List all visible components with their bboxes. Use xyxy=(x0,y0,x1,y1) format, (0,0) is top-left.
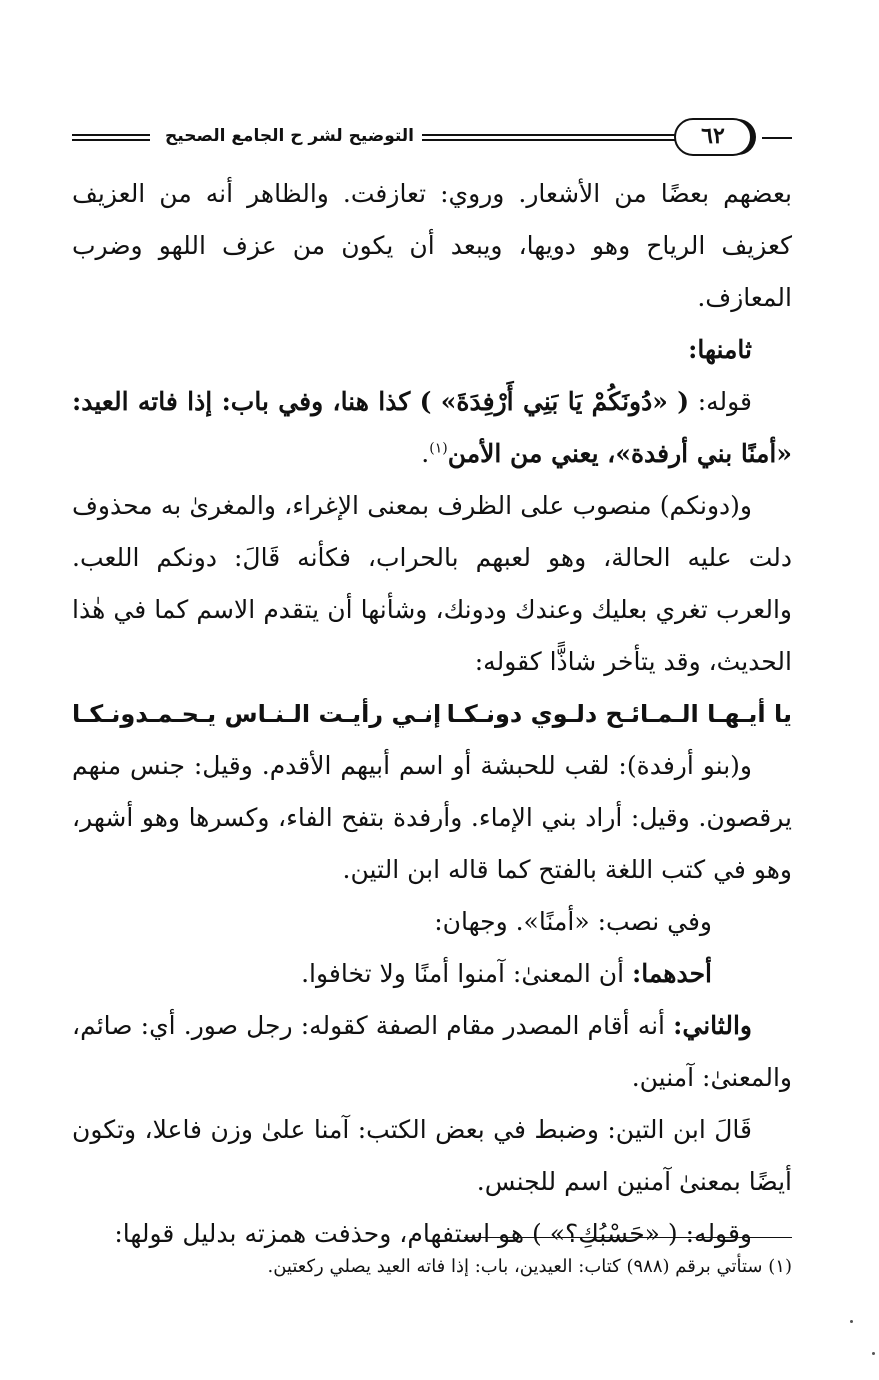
paragraph: و(دونكم) منصوب على الظرف بمعنى الإغراء، والمغرىٰ به محذوف دلت عليه الحالة، وهو لعبهم بالحراب، فكأنه قَالَ: دونكم اللعب. والعرب تغري بعليك وعندك ودونك، وشأنها أن يتقدم الاسم كما في هٰذا الحديث، وقد يتأخر شاذًّا كقوله: xyxy=(72,491,792,676)
footnote-number: (١) xyxy=(768,1256,792,1277)
scan-speck xyxy=(850,1320,853,1323)
section-heading: ثامنها: xyxy=(688,335,752,364)
paragraph: وقوله: ( «حَسْبُكِ؟» ) هو استفهام، وحذفت همزته بدليل قولها: xyxy=(114,1219,752,1248)
header-rule-middle xyxy=(390,134,680,141)
paragraph-label: أحدهما: xyxy=(631,959,712,988)
paragraph xyxy=(72,376,792,480)
paragraph-text: أنه أقام المصدر مقام الصفة كقوله: رجل صور. أي: صائم، والمعنىٰ: آمنين. xyxy=(72,1011,792,1092)
paragraph-end: . xyxy=(421,439,430,468)
page-header xyxy=(72,118,792,158)
quoted-hadith: ( «دُونَكُمْ يَا بَنِي أَرْفِدَةَ» ) كذا هنا، وفي باب: إذا فاته العيد: «أمنًا بني أرفدة»، يعني من الأمن xyxy=(72,387,792,468)
paragraph: بعضهم بعضًا من الأشعار. وروي: تعازفت. والظاهر أنه من العزيف كعزيف الرياح وهو دويها، ويبعد أن يكون من عزف اللهو وضرب المعازف. xyxy=(72,179,792,312)
footnote-ref: (١) xyxy=(429,440,448,457)
verse-second-hemistich: إنـي رأيـت الـنـاس يـحـمـدونـكـا xyxy=(72,700,442,728)
footnote-text: ستأتي برقم (٩٨٨) كتاب: العيدين، باب: إذا فاته العيد يصلي ركعتين. xyxy=(267,1256,763,1277)
paragraph: و(بنو أرفدة): لقب للحبشة أو اسم أبيهم الأقدم. وقيل: جنس منهم يرقصون. وقيل: أراد بني الإماء. وأرفدة بتفح الفاء، وكسرها وهو أشهر، وهو في كتب اللغة بالفتح كما قاله ابن التين. xyxy=(72,751,792,884)
footnote xyxy=(87,1252,792,1282)
paragraph xyxy=(72,948,792,1000)
page-number-badge: ٦٢ xyxy=(674,118,752,156)
main-text xyxy=(72,168,792,1260)
paragraph xyxy=(72,1000,792,1104)
poetry-verse xyxy=(72,688,792,740)
header-rule-right xyxy=(762,137,792,139)
paragraph: وفي نصب: «أمنًا». وجهان: xyxy=(434,907,712,936)
verse-first-hemistich: يا أيـهـا الـمـائـح دلـوي دونـكـا xyxy=(446,700,792,728)
paragraph-label: قوله: xyxy=(697,387,752,416)
footnote-rule xyxy=(464,1237,792,1238)
running-title: التوضيح لشر ح الجامع الصحيح xyxy=(157,126,422,146)
paragraph-text: أن المعنىٰ: آمنوا أمنًا ولا تخافوا. xyxy=(301,959,625,988)
header-rule-left xyxy=(72,134,150,141)
scan-speck xyxy=(872,1352,875,1355)
paragraph-label: والثاني: xyxy=(673,1011,752,1040)
paragraph: قَالَ ابن التين: وضبط في بعض الكتب: آمنا علىٰ وزن فاعلا، وتكون أيضًا بمعنىٰ آمنين اسم للجنس. xyxy=(72,1115,792,1196)
